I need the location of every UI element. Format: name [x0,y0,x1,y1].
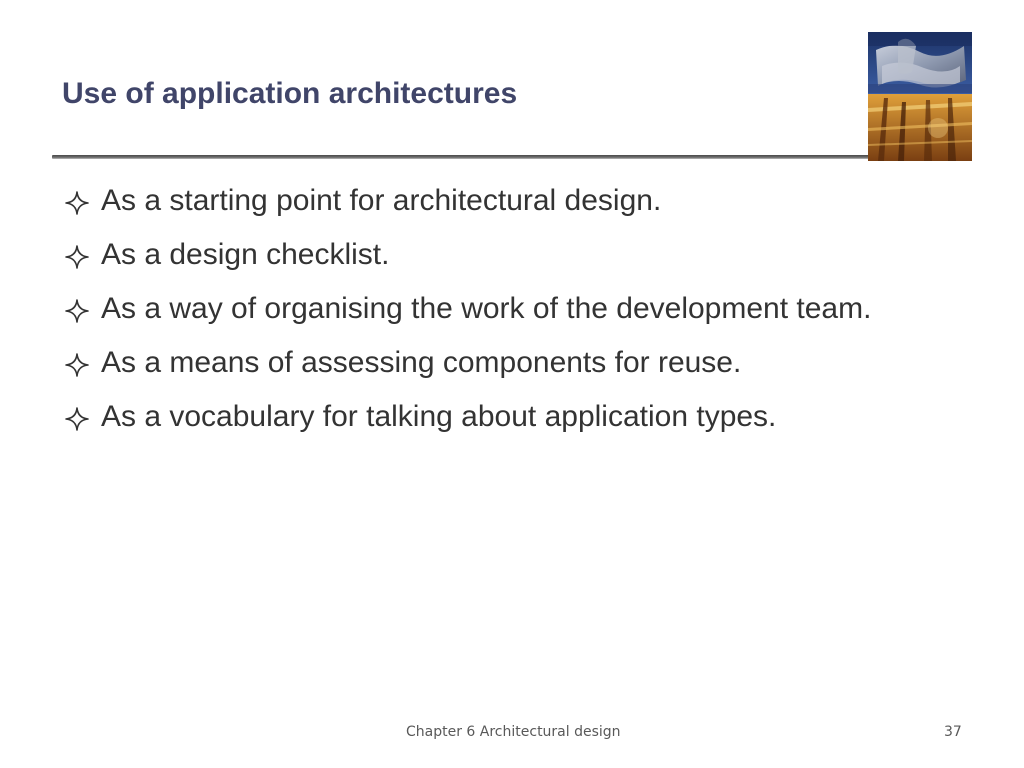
slide-title: Use of application architectures [62,77,518,110]
four-point-star-outline-icon [64,352,90,378]
bullet-text: As a starting point for architectural design. [101,184,662,217]
four-point-star-outline-icon [64,190,90,216]
four-point-star-outline-icon [64,406,90,432]
bullet-item [64,344,944,382]
bullet-item [64,236,944,274]
title-divider [52,155,870,159]
bullet-text: As a way of organising the work of the development team. [101,292,872,325]
four-point-star-outline-icon [64,298,90,324]
bullet-list [64,182,944,452]
bullet-item [64,182,944,220]
four-point-star-outline-icon [64,244,90,270]
bullet-text: As a vocabulary for talking about application types. [101,400,777,433]
bullet-item [64,398,944,436]
book-cover-image [868,32,972,161]
page-number: 37 [944,724,962,740]
footer-chapter-label: Chapter 6 Architectural design [406,724,621,740]
bullet-item [64,290,944,328]
bullet-text: As a means of assessing components for reuse. [101,346,742,379]
bullet-text: As a design checklist. [101,238,390,271]
